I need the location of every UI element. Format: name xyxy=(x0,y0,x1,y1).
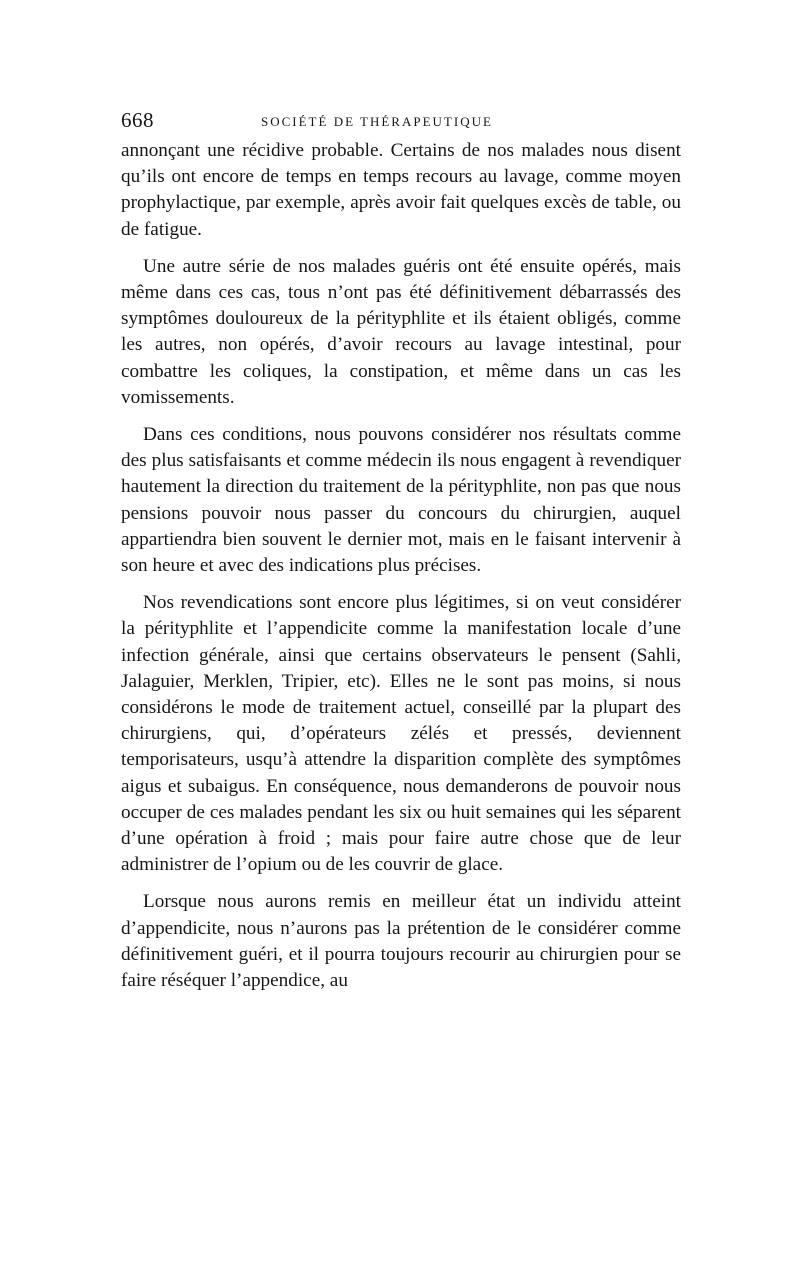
paragraph: Lorsque nous aurons remis en meilleur état un individu atteint d’appendicite, nous n’aurons pas la prétention de le considérer comme définitivement guéri, et il pourra toujours recourir au chirurgien pour se faire réséquer l’appendice, au xyxy=(121,891,681,992)
running-head xyxy=(121,108,681,138)
text-body xyxy=(121,138,681,994)
book-page xyxy=(121,108,681,994)
running-head-title: SOCIÉTÉ DE THÉRAPEUTIQUE xyxy=(261,114,493,129)
page-number: 668 xyxy=(121,108,154,132)
paragraph: Dans ces conditions, nous pouvons considérer nos résultats comme des plus satisfaisants et comme médecin ils nous engagent à revendiquer hautement la direction du traitement de la pérityphlite, non pas que nous pensions pouvoir nous passer du concours du chirurgien, auquel appartiendra bien souvent le dernier mot, mais en le faisant intervenir à son heure et avec des indications plus précises. xyxy=(121,424,681,577)
paragraph: Une autre série de nos malades guéris ont été ensuite opérés, mais même dans ces cas, tous n’ont pas été définitivement débarrassés des symptômes douloureux de la pérityphlite et ils étaient obligés, comme les autres, non opérés, d’avoir recours au lavage intestinal, pour combattre les coliques, la constipation, et même dans un cas les vomissements. xyxy=(121,255,681,408)
paragraph-continued: annonçant une récidive probable. Certains de nos malades nous disent qu’ils ont encore de temps en temps recours au lavage, comme moyen prophylactique, par exemple, après avoir fait quelques excès de table, ou de fatigue. xyxy=(121,140,681,240)
paragraph: Nos revendications sont encore plus légitimes, si on veut considérer la pérityphlite et l’appendicite comme la manifestation locale d’une infection générale, ainsi que certains observateurs le pensent (Sahli, Jalaguier, Merklen, Tripier, etc). Elles ne le sont pas moins, si nous considérons le mode de traitement actuel, conseillé par la plupart des chirurgiens, qui, d’opérateurs zélés et pressés, deviennent temporisateurs, usqu’à attendre la disparition complète des symptômes aigus et subaigus. En conséquence, nous demanderons de pouvoir nous occuper de ces malades pendant les six ou huit semaines qui les séparent d’une opération à froid ; mais pour faire autre chose que de leur administrer de l’opium ou de les couvrir de glace. xyxy=(121,592,681,876)
